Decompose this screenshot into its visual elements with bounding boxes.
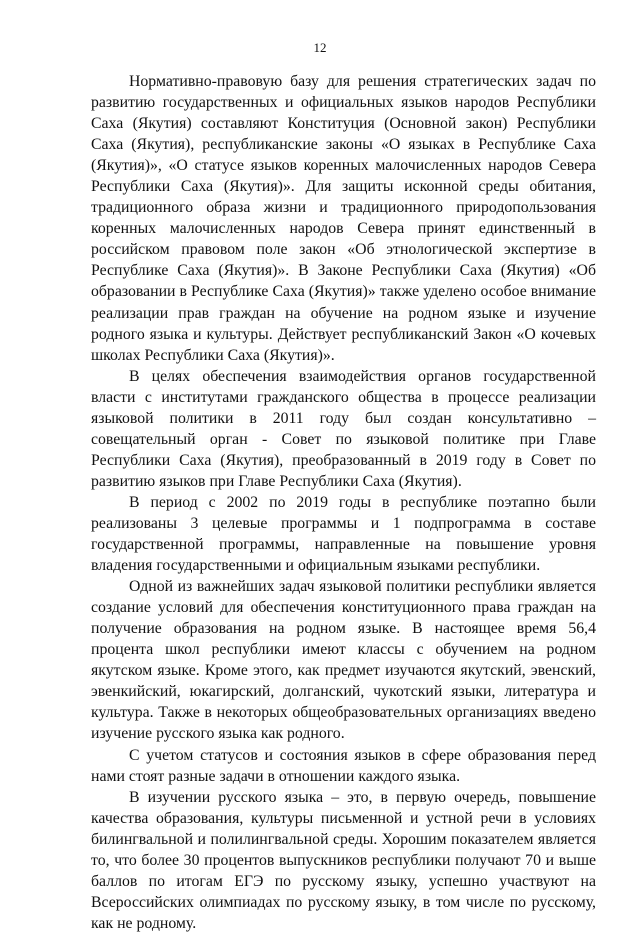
paragraph-legal-framework: Нормативно-правовую базу для решения стратегических задач по развитию государственных и официальных языков народов Республики Саха (Якутия) составляют Конституция (Основной закон) Республики Саха (Якутия), республиканские законы «О языках в Республике Саха (Якутия)», «О статусе языков коренных малочисленных народов Севера Республики Саха (Якутия)». Для защиты исконной среды обитания, традиционного образа жизни и традиционного природопользования коренных малочисленных народов Севера принят единственный в российском правовом поле закон «Об этнологической экспертизе в Республике Саха (Якутия)». В Законе Республики Саха (Якутия) «Об образовании в Республике Саха (Якутия)» также уделено особое внимание реализации прав граждан на обучение на родном языке и изучение родного языка и культуры. Действует республиканский Закон «О кочевых школах Республики Саха (Якутия)». — [91, 73, 596, 364]
paragraph-native-language-education: Одной из важнейших задач языковой политики республики является создание условий для обеспечения конституционного права граждан на получение образования на родном языке. В настоящее время 56,4 процента школ республики имеют классы с обучением на родном якутском языке. Кроме этого, как предмет изучаются якутский, эвенский, эвенкийский, юкагирский, долганский, чукотский языки, литература и культура. Также в некоторых общеобразовательных организациях введено изучение русского языка как родного. — [91, 578, 596, 743]
paragraph-programs: В период с 2002 по 2019 годы в республике поэтапно были реализованы 3 целевые программы и 1 подпрограмма в составе государственной программы, направленные на повышение уровня владения государственными и официальным языками республики. — [91, 493, 596, 575]
page-number: 12 — [313, 40, 327, 55]
document-body — [91, 71, 596, 934]
paragraph-russian-language: В изучении русского языка – это, в первую очередь, повышение качества образования, культуры письменной и устной речи в условиях билингвальной и полилингвальной среды. Хорошим показателем является то, что более 30 процентов выпускников республики получают 70 и выше баллов по итогам ЕГЭ по русскому языку, успешно участвуют на Всероссийских олимпиадах по русскому языку, в том числе по русскому, как не родному. — [91, 788, 596, 932]
paragraph-language-tasks: С учетом статусов и состояния языков в сфере образования перед нами стоят разные задачи в отношении каждого языка. — [91, 746, 596, 785]
paragraph-language-council: В целях обеспечения взаимодействия органов государственной власти с институтами гражданского общества в процессе реализации языковой политики в 2011 году был создан консультативно – совещательный орган - Совет по языковой политике при Главе Республики Саха (Якутия), преобразованный в 2019 году в Совет по развитию языков при Главе Республики Саха (Якутия). — [91, 367, 596, 490]
